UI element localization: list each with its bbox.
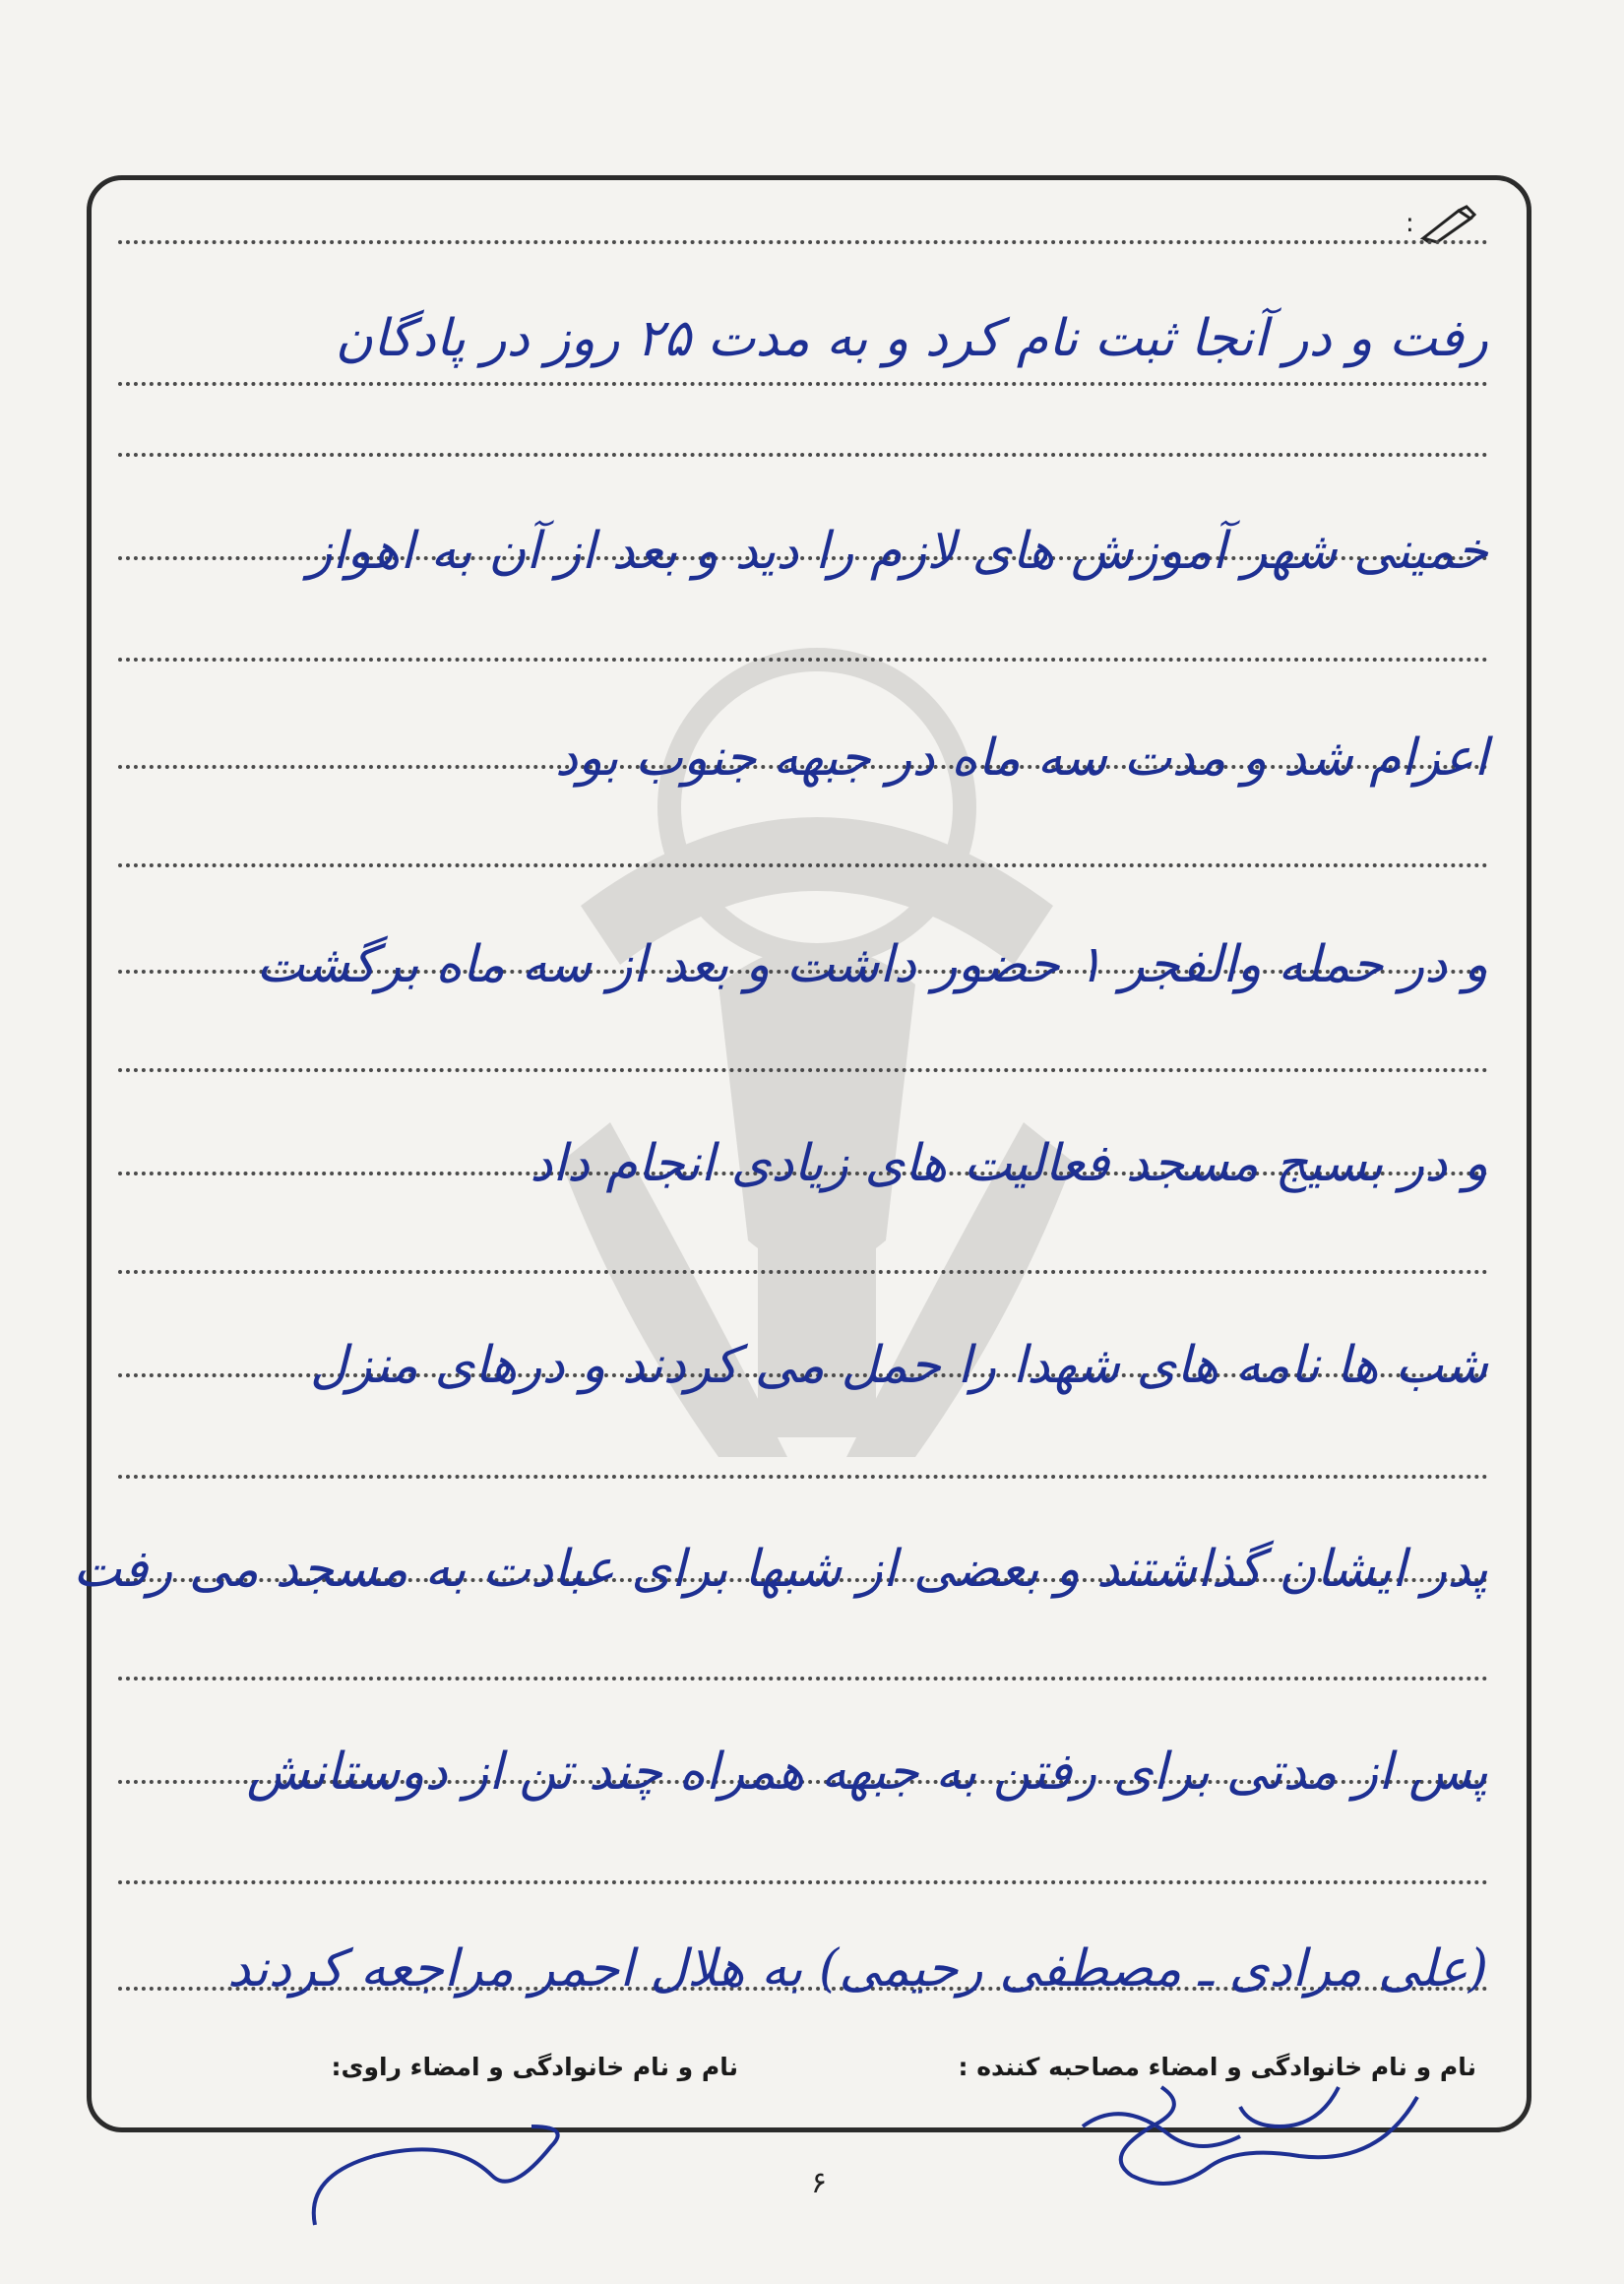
narrator-signature	[295, 2117, 591, 2235]
interviewer-signature	[1043, 2067, 1437, 2195]
handwritten-line: (علی مرادی ـ مصطفی رحیمی) به هلال احمر مراجعه کردند	[226, 1939, 1488, 1998]
page-number: ۶	[810, 2166, 828, 2200]
ruled-line	[118, 1677, 1488, 1681]
handwritten-line: رفت و در آنجا ثبت نام کرد و به مدت ۲۵ روز در پادگان	[335, 309, 1488, 368]
handwritten-line: پدر ایشان گذاشتند و بعضی از شبها برای عبادت به مسجد می رفت	[73, 1540, 1488, 1599]
ruled-line	[118, 863, 1488, 867]
header-mark: :	[1405, 209, 1414, 238]
interviewer-signature-label: نام و نام خانوادگی و امضاء مصاحبه کننده :	[958, 2053, 1476, 2081]
ruled-line	[118, 1270, 1488, 1274]
ruled-line	[118, 240, 1488, 244]
ruled-line	[118, 1880, 1488, 1884]
narrator-signature-label: نام و نام خانوادگی و امضاء راوی:	[331, 2053, 738, 2081]
handwritten-line: پس از مدتی برای رفتن به جبهه همراه چند تن از دوستانش	[246, 1743, 1488, 1802]
ruled-line	[118, 1475, 1488, 1479]
handwritten-line: خمینی شهر آموزش های لازم را دید و بعد از آن به اهواز	[307, 522, 1488, 581]
ruled-line	[118, 1068, 1488, 1072]
handwritten-line: و در بسیج مسجد فعالیت های زیادی انجام داد	[530, 1134, 1488, 1193]
ruled-line	[118, 382, 1488, 386]
writing-hand-icon	[1419, 205, 1478, 244]
handwritten-line: شب ها نامه های شهدا را حمل می کردند و درهای منزل	[309, 1336, 1488, 1395]
handwritten-line: و در حمله والفجر ۱ حضور داشت و بعد از سه ماه برگشت	[256, 935, 1488, 994]
handwritten-line: اعزام شد و مدت سه ماه در جبهه جنوب بود	[554, 729, 1488, 788]
ruled-line	[118, 453, 1488, 457]
ruled-line	[118, 658, 1488, 662]
